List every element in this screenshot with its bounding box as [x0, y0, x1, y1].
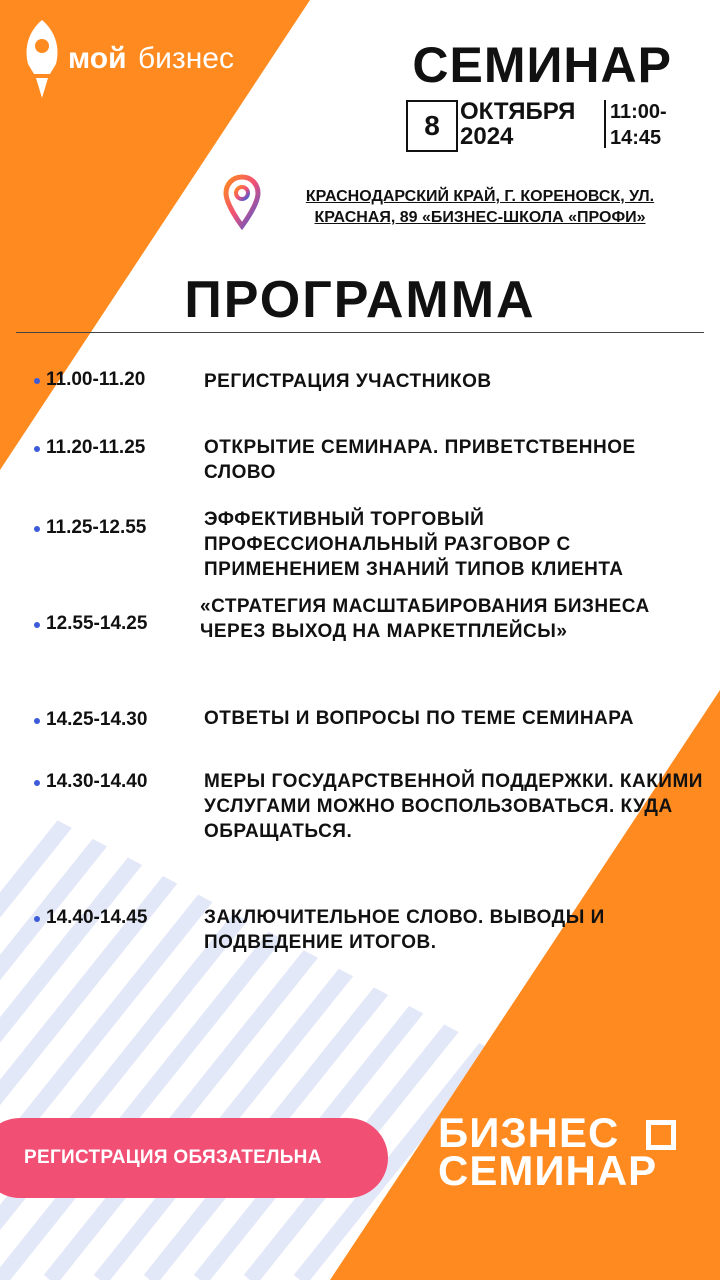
program-item-text: «СТРАТЕГИЯ МАСШТАБИРОВАНИЯ БИЗНЕСА ЧЕРЕЗ ВЫХОД НА МАРКЕТПЛЕЙСЫ»	[200, 596, 650, 642]
rocket-logo-icon	[20, 18, 64, 100]
square-icon	[646, 1120, 676, 1150]
program-item-text: ЗАКЛЮЧИТЕЛЬНОЕ СЛОВО. ВЫВОДЫ И ПОДВЕДЕНИЕ ИТОГОВ.	[204, 907, 605, 953]
program-item-time: 11.00-11.20	[46, 369, 146, 390]
seminar-title: СЕМИНАР	[412, 37, 672, 93]
program-item-time: 12.55-14.25	[46, 613, 148, 634]
time-start: 11:00-	[610, 101, 667, 123]
time-end: 14:45	[610, 127, 662, 149]
program-item-time: 11.25-12.55	[46, 517, 147, 538]
brand-name-part1: мой	[68, 42, 127, 75]
program-item-text: РЕГИСТРАЦИЯ УЧАСТНИКОВ	[204, 371, 492, 392]
location-pin-icon	[222, 174, 262, 230]
bullet-icon	[34, 718, 40, 724]
bullet-icon	[34, 378, 40, 384]
program-item-text: ЭФФЕКТИВНЫЙ ТОРГОВЫЙ ПРОФЕССИОНАЛЬНЫЙ РАЗГОВОР С ПРИМЕНЕНИЕМ ЗНАНИЙ ТИПОВ КЛИЕНТА	[204, 509, 624, 580]
bullet-icon	[34, 622, 40, 628]
program-item-text: ОТВЕТЫ И ВОПРОСЫ ПО ТЕМЕ СЕМИНАРА	[204, 708, 635, 729]
event-address: КРАСНОДАРСКИЙ КРАЙ, Г. КОРЕНОВСК, УЛ. КРАСНАЯ, 89 «БИЗНЕС-ШКОЛА «ПРОФИ»	[305, 188, 655, 226]
program-item-time: 11.20-11.25	[46, 437, 146, 458]
divider	[16, 332, 704, 333]
program-item-time: 14.40-14.45	[46, 907, 148, 928]
bullet-icon	[34, 446, 40, 452]
date-year: 2024	[460, 123, 514, 150]
program-item-text: ОТКРЫТИЕ СЕМИНАРА. ПРИВЕТСТВЕННОЕ СЛОВО	[204, 437, 636, 483]
registration-required-banner[interactable]	[0, 1118, 388, 1198]
bullet-icon	[34, 916, 40, 922]
date-month: ОКТЯБРЯ	[460, 98, 576, 125]
badge-line1: БИЗНЕС	[438, 1109, 620, 1156]
program-item-time: 14.25-14.30	[46, 709, 148, 730]
brand-name-part2: бизнес	[138, 42, 234, 75]
date-day: 8	[406, 100, 458, 152]
bullet-icon	[34, 780, 40, 786]
program-title: ПРОГРАММА	[184, 271, 536, 329]
program-item-time: 14.30-14.40	[46, 771, 148, 792]
program-item-text: МЕРЫ ГОСУДАРСТВЕННОЙ ПОДДЕРЖКИ. КАКИМИ УСЛУГАМИ МОЖНО ВОСПОЛЬЗОВАТЬСЯ. КУДА ОБРАЩАТЬСЯ.	[204, 771, 703, 842]
registration-required-label: РЕГИСТРАЦИЯ ОБЯЗАТЕЛЬНА	[24, 1147, 322, 1168]
bullet-icon	[34, 526, 40, 532]
time-divider	[604, 100, 606, 148]
badge-line2: СЕМИНАР	[438, 1147, 658, 1194]
